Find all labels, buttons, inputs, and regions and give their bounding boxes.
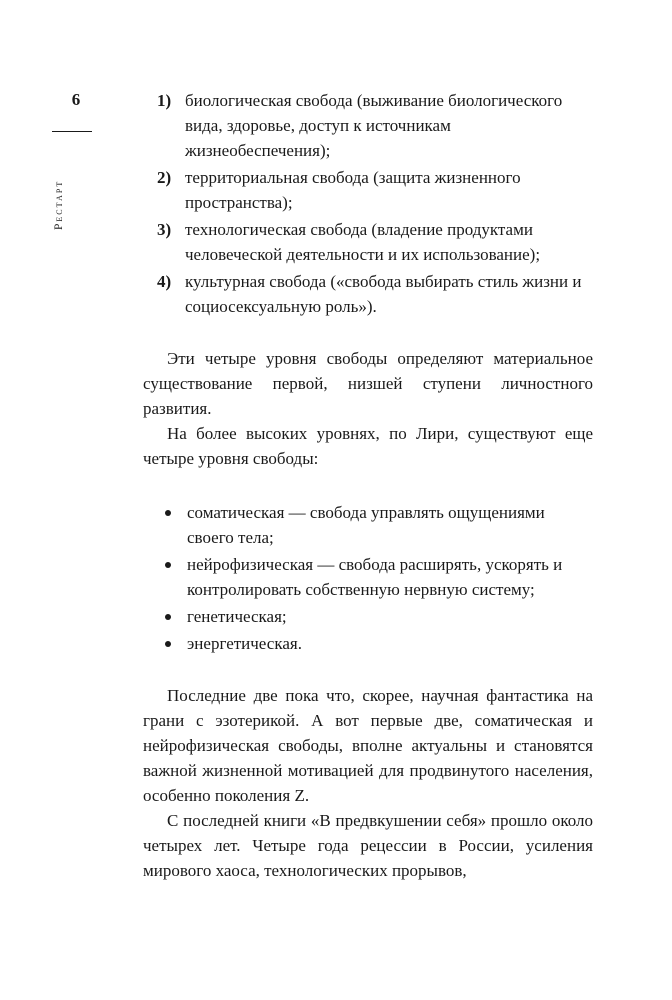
paragraph: На более высоких уровнях, по Лири, существуют еще четыре уровня свободы: [143,424,593,468]
bullet-list [143,500,593,656]
list-item-text: биологическая свобода (выживание биологического вида, здоровье, доступ к источникам жизнеобеспечения); [185,91,563,160]
list-item [143,88,593,163]
header-rule [52,131,92,132]
bullet-dot-icon [165,510,171,516]
bullet-item [143,631,593,656]
paragraph-group-2 [143,683,593,883]
bullet-dot-icon [165,641,171,647]
running-title: Рестарт [53,179,65,230]
list-item-number: 2) [157,168,172,187]
bullet-item [143,552,593,602]
list-item-text: культурная свобода («свобода выбирать стиль жизни и социосексуальную роль»). [185,272,582,316]
bullet-item-text: энергетическая. [187,634,302,653]
list-item-text: технологическая свобода (владение продуктами человеческой деятельности и их использование); [185,220,541,264]
bullet-dot-icon [165,562,171,568]
page-body [143,88,593,883]
list-item-text: территориальная свобода (защита жизненного пространства); [185,168,521,212]
list-item-number: 4) [157,272,172,291]
paragraph: Последние две пока что, скорее, научная фантастика на грани с эзотерикой. А вот первые две, соматическая и нейрофизическая свободы, вполне актуальны и становятся важной жизненной мотивацией для продвинутого населения, особенно поколения Z. [143,686,593,805]
list-item-number: 1) [157,91,172,110]
list-item [143,165,593,215]
bullet-item [143,500,593,550]
paragraph: С последней книги «В предвкушении себя» прошло около четырех лет. Четыре года рецессии в России, усиления мирового хаоса, технологических прорывов, [143,811,593,880]
bullet-item-text: генетическая; [187,607,287,626]
paragraph-group-1 [143,346,593,471]
list-item [143,269,593,319]
page-number: 6 [71,90,81,109]
bullet-dot-icon [165,614,171,620]
list-item-number: 3) [157,220,172,239]
numbered-list [143,88,593,319]
bullet-item-text: нейрофизическая — свобода расширять, ускорять и контролировать собственную нервную систему; [187,555,563,599]
paragraph: Эти четыре уровня свободы определяют материальное существование первой, низшей ступени личностного развития. [143,349,593,418]
bullet-item [143,604,593,629]
list-item [143,217,593,267]
bullet-item-text: соматическая — свобода управлять ощущениями своего тела; [187,503,545,547]
